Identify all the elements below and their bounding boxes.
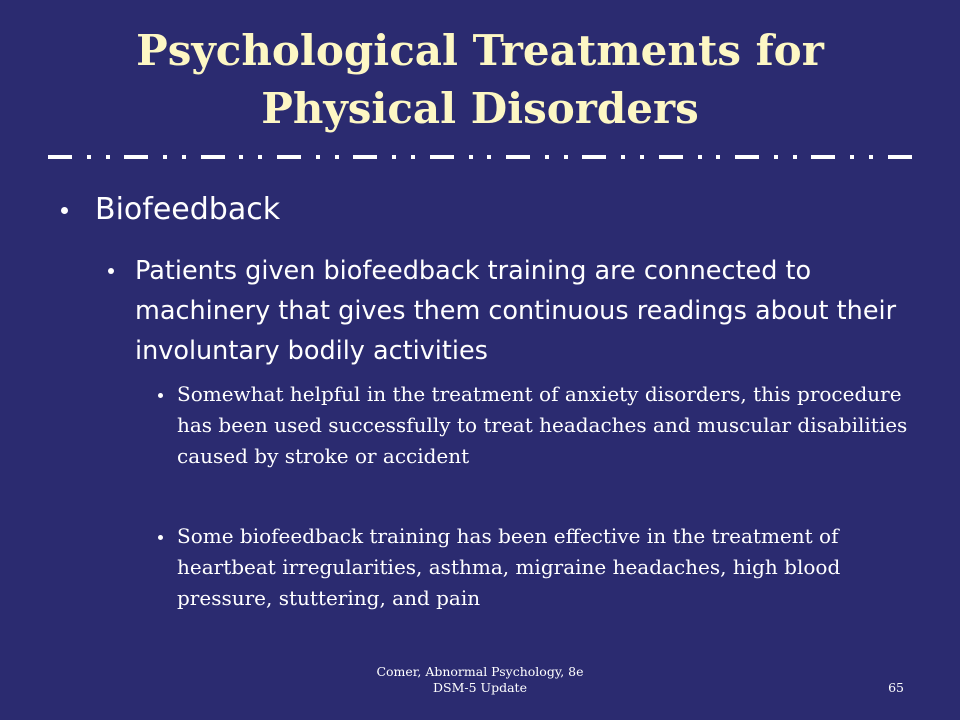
- divider-dot: [106, 155, 110, 159]
- bullet-dot-icon: [158, 393, 163, 398]
- sub-bullet-patients: Patients given biofeedback training are connected to machinery that gives them continuous readings about their involuntary bodily activities: [135, 256, 897, 366]
- divider-dash: [353, 155, 377, 159]
- divider-dash: [430, 155, 454, 159]
- divider-dash: [659, 155, 683, 159]
- page-number: 65: [888, 680, 904, 695]
- divider-dot: [469, 155, 473, 159]
- divider-dash: [735, 155, 759, 159]
- divider-dot: [716, 155, 720, 159]
- bullet-dot-icon: [108, 268, 114, 274]
- divider-dot: [545, 155, 549, 159]
- divider-dot: [869, 155, 873, 159]
- bullet-dot-icon: [61, 207, 68, 214]
- title-line-1: Psychological Treatments for: [136, 26, 824, 75]
- title-line-2: Physical Disorders: [261, 84, 699, 133]
- divider-dash: [888, 155, 912, 159]
- divider-dot: [793, 155, 797, 159]
- divider-dash: [582, 155, 606, 159]
- divider-dot: [87, 155, 91, 159]
- divider-dot: [182, 155, 186, 159]
- divider-dot: [564, 155, 568, 159]
- divider-dot: [258, 155, 262, 159]
- divider-dash: [201, 155, 225, 159]
- bullet-biofeedback: Biofeedback: [95, 192, 281, 227]
- divider-dash: [277, 155, 301, 159]
- divider-dot: [698, 155, 702, 159]
- divider-dot: [163, 155, 167, 159]
- divider-dot: [335, 155, 339, 159]
- divider-dot: [316, 155, 320, 159]
- divider-dash: [48, 155, 72, 159]
- divider-dot: [774, 155, 778, 159]
- divider-dot: [392, 155, 396, 159]
- sub-sub-bullet-heartbeat: Some biofeedback training has been effective in the treatment of heartbeat irregularities, asthma, migraine headaches, high blood pressure, stuttering, and pain: [177, 524, 841, 610]
- divider-dash: [811, 155, 835, 159]
- divider-dot: [640, 155, 644, 159]
- sub-sub-bullet-anxiety: Somewhat helpful in the treatment of anxiety disorders, this procedure has been used successfully to treat headaches and muscular disabilities caused by stroke or accident: [177, 382, 908, 468]
- divider-dash: [124, 155, 148, 159]
- divider-dot: [487, 155, 491, 159]
- divider-dot: [239, 155, 243, 159]
- footer-line-1: Comer, Abnormal Psychology, 8e: [376, 664, 584, 679]
- bullet-dot-icon: [158, 535, 163, 540]
- divider-dash: [506, 155, 530, 159]
- slide-title: [40, 22, 920, 138]
- title-divider: [48, 154, 912, 160]
- divider-dot: [411, 155, 415, 159]
- divider-dot: [850, 155, 854, 159]
- divider-dot: [621, 155, 625, 159]
- footer-line-2: DSM-5 Update: [433, 680, 527, 695]
- footer-citation: [330, 664, 630, 696]
